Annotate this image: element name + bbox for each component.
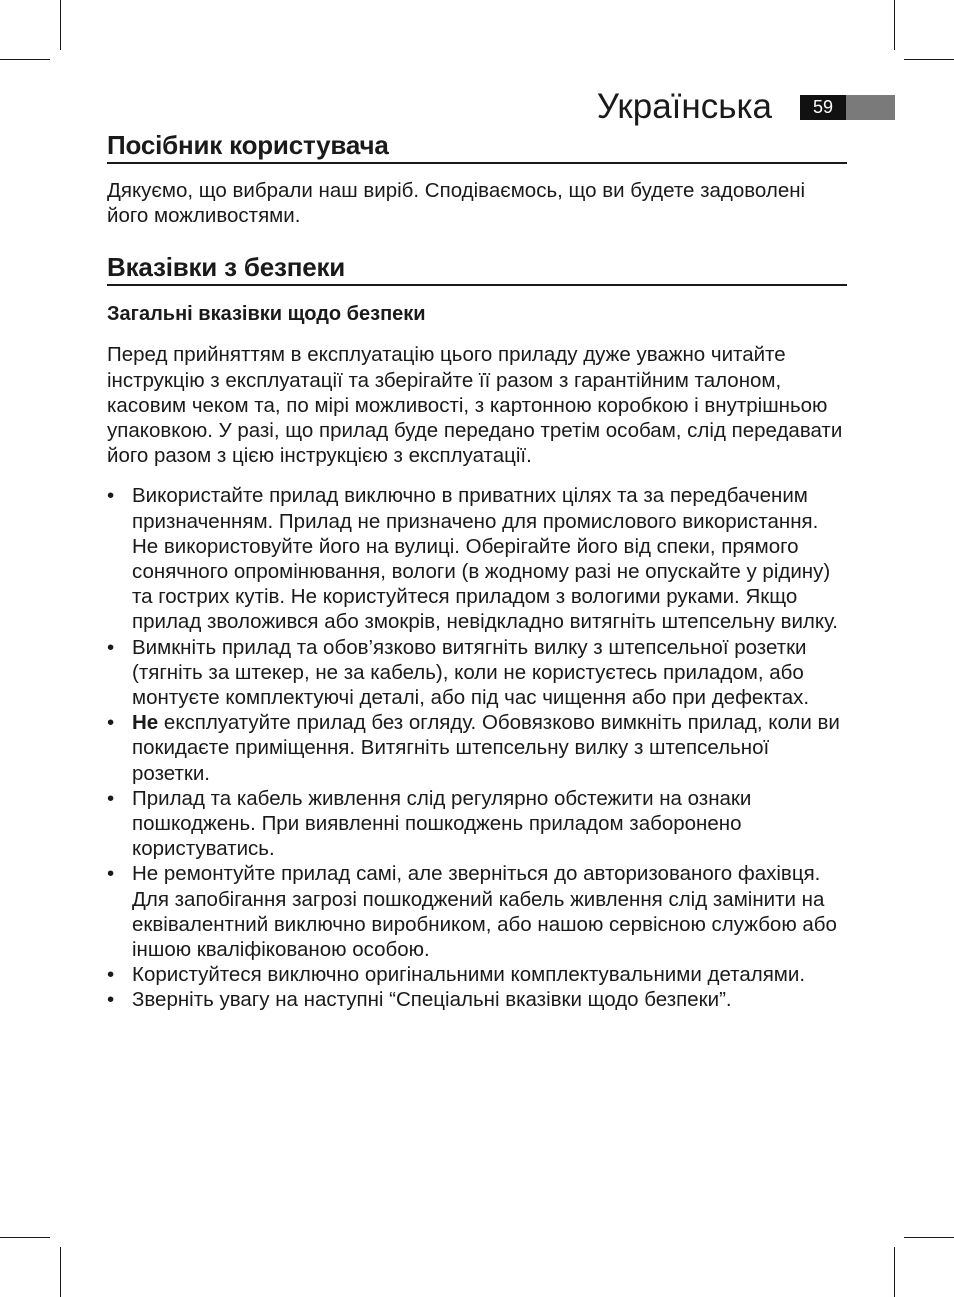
list-item-emphasis: Не [132,711,159,735]
list-item-text: Вимкніть прилад та обов’язково витягніть вилку з штепсельної розетки (тягніть за штекер, не за кабель), коли не користуєтесь приладом, або монтуєте комплектуючі деталі, або під час чищення або при дефектах. [132,635,810,710]
section-heading-user-guide: Посібник користувача [107,128,847,164]
bullet: • [107,988,115,1012]
list-item [107,962,847,987]
crop-mark [60,0,61,50]
crop-mark [0,59,50,60]
list-item [107,786,847,862]
list-item-text: експлуатуйте прилад без огляду. Обовязково вимкніть прилад, коли ви покидаєте приміщення. Витягніть штепсельну вилку з штепсельної розетки. [132,711,840,785]
bullet: • [107,484,115,508]
bullet: • [107,862,115,886]
page-number: 59 [800,95,846,120]
bullet: • [107,711,115,735]
list-item-text: Не ремонтуйте прилад самі, але зверніться до авторизованого фахівця. Для запобігання загрозі пошкоджений кабель живлення слід замінити на еквівалентний виключно виробником, або нашою сервісною службою або іншою кваліфікованою особою. [132,862,837,962]
list-item [107,987,847,1012]
list-item-text: Зверніть увагу на наступні “Спеціальні вказівки щодо безпеки”. [132,988,732,1012]
safety-paragraph: Перед прийняттям в експлуатацію цього приладу дуже уважно читайте інструкцію з експлуатації та зберігайте її разом з гарантійним талоном, касовим чеком та, по мірі можливості, з картонною коробкою і внутрішньою упаковкою. У разі, що прилад буде передано третім особам, слід передавати його разом з цією інструкцією з експлуатації. [107,343,843,468]
list-item [107,710,847,786]
list-item [107,635,847,711]
crop-mark [894,0,895,50]
safety-list [107,483,847,1012]
language-title: Українська [596,87,772,126]
crop-mark [894,1247,895,1297]
section-heading-safety: Вказівки з безпеки [107,250,847,286]
subheading-general-safety: Загальні вказівки щодо безпеки [107,303,426,326]
list-item [107,483,847,634]
list-item-text: Користуйтеся виключно оригінальними комплектувальними деталями. [132,963,806,987]
list-item-text: Прилад та кабель живлення слід регулярно обстежити на ознаки пошкоджень. При виявленні пошкоджень приладом заборонено користуватись. [132,786,752,861]
bullet: • [107,786,115,810]
crop-mark [0,1237,50,1238]
header-accent-bar [846,95,895,120]
crop-mark [60,1247,61,1297]
bullet: • [107,635,115,659]
intro-paragraph: Дякуємо, що вибрали наш виріб. Сподіваємось, що ви будете задоволені його можливостями. [107,179,806,228]
document-body [107,128,847,1013]
crop-mark [904,1237,954,1238]
bullet: • [107,963,115,987]
list-item-text: Використайте прилад виключно в приватних цілях та за передбаченим призначенням. Прилад не призначено для промислового використання. [132,484,819,533]
list-item [107,861,847,962]
crop-mark [904,59,954,60]
list-item-text: Не використовуйте його на вулиці. Оберігайте його від спеки, прямого сонячного опромінювання, вологи (в жодному разі не опускайте у рідину) та гострих кутів. Не користуйтеся приладом з вологими руками. Якщо прилад зволожився або змокрів, невідкладно витягніть штепсельну вилку. [132,534,838,634]
